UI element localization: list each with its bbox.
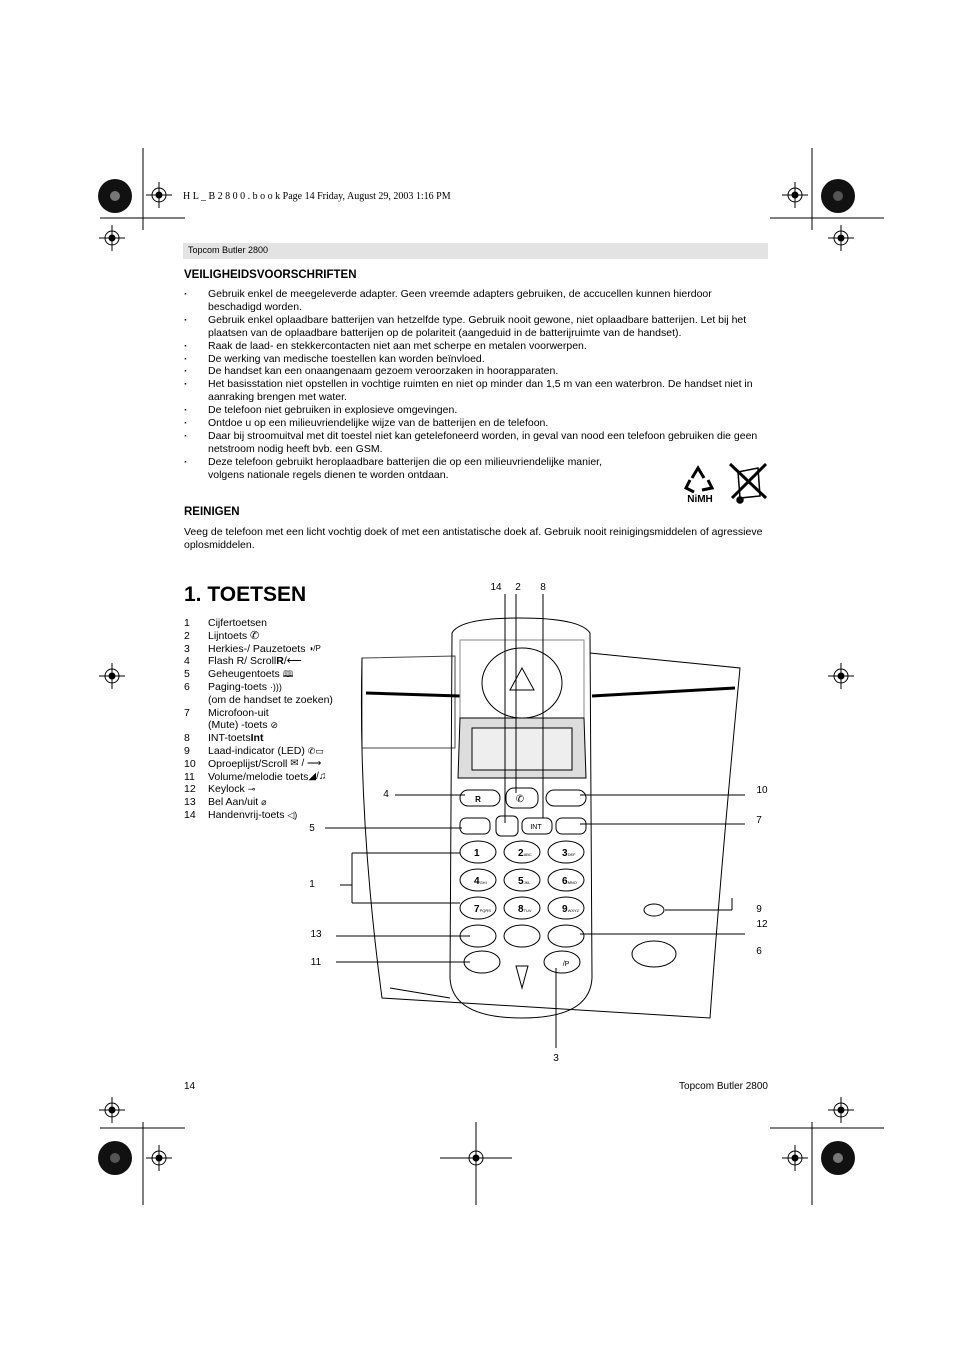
key-item: 2 Lijntoets ✆ bbox=[184, 629, 260, 642]
mute-icon: ⊘ bbox=[270, 720, 278, 731]
cleaning-text: Veeg de telefoon met een licht vochtig doek of met een antistatische doek af. Gebruik nooit reinigingsmiddelen of agressieve oplosmiddelen. bbox=[184, 526, 763, 551]
running-header bbox=[183, 243, 768, 259]
callout-8: 8 bbox=[540, 582, 546, 593]
key-icon: ⊸ bbox=[247, 784, 256, 795]
callout-12: 12 bbox=[756, 919, 768, 930]
key-item: 13 Bel Aan/uit ⌀ bbox=[184, 796, 267, 809]
callout-1: 1 bbox=[309, 879, 315, 890]
callout-9: 9 bbox=[756, 904, 762, 915]
key-item: 14 Handenvrij-toets ◁) bbox=[184, 808, 298, 821]
key-item: 3 Herkies-/ Pauzetoets ◑/P bbox=[184, 642, 321, 655]
callout-5: 5 bbox=[309, 823, 315, 834]
header-title: Topcom Butler 2800 bbox=[188, 245, 269, 255]
crossed-bin-icon bbox=[726, 458, 770, 504]
left-arrow-icon: /⟵ bbox=[283, 655, 302, 668]
safety-item: · Het basisstation niet opstellen in vochtige ruimten en niet op minder dan 1,5 m van een waterbron. De handset niet in aanraking brengen met water. bbox=[184, 378, 768, 404]
key-item: 11 Volume/melodie toets ◢/♫ bbox=[184, 770, 327, 783]
bell-off-icon: ⌀ bbox=[261, 797, 267, 808]
line-key-icon: ✆ bbox=[515, 794, 525, 805]
keypad-key-9: 9WXYZ bbox=[562, 904, 580, 915]
safety-heading: VEILIGHEIDSVOORSCHRIFTEN bbox=[184, 269, 357, 281]
callout-13: 13 bbox=[310, 929, 322, 940]
safety-item: · De werking van medische toestellen kan worden beïnvloed. bbox=[184, 353, 768, 366]
volume-icon: ◢/♫ bbox=[308, 770, 327, 782]
callout-7: 7 bbox=[756, 815, 762, 826]
keypad-key-8: 8TUV bbox=[518, 904, 532, 915]
key-item: 4 Flash R/ Scroll R /⟵ bbox=[184, 655, 302, 668]
safety-item: · Raak de laad- en stekkercontacten niet aan met scherpe en metalen voorwerpen. bbox=[184, 340, 768, 353]
key-item: (Mute) -toets ⊘ bbox=[208, 719, 278, 732]
key-item: 8 INT-toets Int bbox=[184, 732, 264, 745]
key-item: (om de handset te zoeken) bbox=[208, 693, 333, 706]
keypad-key-7: 7PQRS bbox=[474, 904, 491, 915]
callout-3: 3 bbox=[553, 1053, 559, 1064]
safety-item: · De handset kan een onaangenaam gezoem veroorzaken in hoorapparaten. bbox=[184, 365, 768, 378]
footer-title: Topcom Butler 2800 bbox=[679, 1081, 768, 1092]
led-icon: ✆▭ bbox=[307, 745, 324, 756]
safety-item: · Deze telefoon gebruikt heroplaadbare batterijen die op een milieuvriendelijke manier, volgens nationale regels dienen te worden ontdaan. bbox=[184, 456, 638, 482]
keypad-key-6: 6MNO bbox=[562, 876, 577, 887]
key-item: 1 Cijfertoetsen bbox=[184, 617, 267, 629]
keypad-key-4: 4GHI bbox=[474, 876, 487, 887]
callout-11: 11 bbox=[310, 957, 322, 968]
nimh-label: NiMH bbox=[687, 494, 713, 504]
recycle-icon bbox=[680, 458, 720, 504]
cleaning-heading: REINIGEN bbox=[184, 506, 240, 518]
callout-2: 2 bbox=[515, 582, 521, 593]
safety-item: · De telefoon niet gebruiken in explosieve omgevingen. bbox=[184, 404, 768, 417]
keypad-key-3: 3DEF bbox=[562, 848, 576, 859]
key-item: 5 Geheugentoets 🕮 bbox=[184, 668, 294, 681]
safety-list bbox=[184, 288, 768, 482]
phone-diagram bbox=[300, 578, 780, 1068]
envelope-icon: ✉ / ⟶ bbox=[290, 757, 322, 769]
page-number: 14 bbox=[184, 1081, 196, 1092]
safety-item: · Ontdoe u op een milieuvriendelijke wijze van de batterijen en de telefoon. bbox=[184, 417, 768, 430]
keypad-key-2: 2ABC bbox=[518, 848, 532, 859]
book-info-line: H L _ B 2 8 0 0 . b o o k Page 14 Friday, August 29, 2003 1:16 PM bbox=[183, 191, 451, 202]
safety-item: · Gebruik enkel oplaadbare batterijen van hetzelfde type. Gebruik nooit gewone, niet oplaadbare batterijen. Let bij het plaatsen van de oplaadbare batterijen op de polariteit (aangeduid in de batterijruimte van de handset). bbox=[184, 314, 768, 340]
soft-r-label: R bbox=[475, 795, 481, 804]
section-title: 1. TOETSEN bbox=[184, 583, 307, 606]
handset-icon: ✆ bbox=[250, 629, 260, 642]
keypad-key-5: 5JKL bbox=[518, 876, 531, 887]
key-item: 10 Oproeplijst/Scroll ✉ / ⟶ bbox=[184, 757, 322, 770]
paging-icon: ·))) bbox=[269, 681, 282, 692]
key-item: 12 Keylock ⊸ bbox=[184, 783, 256, 796]
keypad-key-1: 1 bbox=[474, 848, 480, 859]
speaker-icon: ◁) bbox=[287, 809, 298, 820]
book-icon: 🕮 bbox=[282, 669, 294, 680]
callout-10: 10 bbox=[756, 785, 768, 796]
callout-6: 6 bbox=[756, 946, 762, 957]
key-item: 9 Laad-indicator (LED) ✆▭ bbox=[184, 744, 324, 757]
redial-icon: ◑/P bbox=[308, 643, 321, 653]
int-key-label: INT bbox=[530, 824, 542, 831]
safety-item: · Daar bij stroomuitval met dit toestel niet kan getelefoneerd worden, in geval van nood een telefoon gebruiken die geen netstroom nodig heeft bvb. een GSM. bbox=[184, 430, 768, 456]
key-item: 7 Microfoon-uit bbox=[184, 706, 269, 719]
safety-item: · Gebruik enkel de meegeleverde adapter. Geen vreemde adapters gebruiken, de accucellen kunnen hierdoor beschadigd worden. bbox=[184, 288, 768, 314]
callout-14: 14 bbox=[490, 582, 502, 593]
key-item: 6 Paging-toets ·))) bbox=[184, 680, 282, 693]
callout-4: 4 bbox=[383, 789, 389, 800]
redial-key-label: /P bbox=[562, 961, 570, 968]
